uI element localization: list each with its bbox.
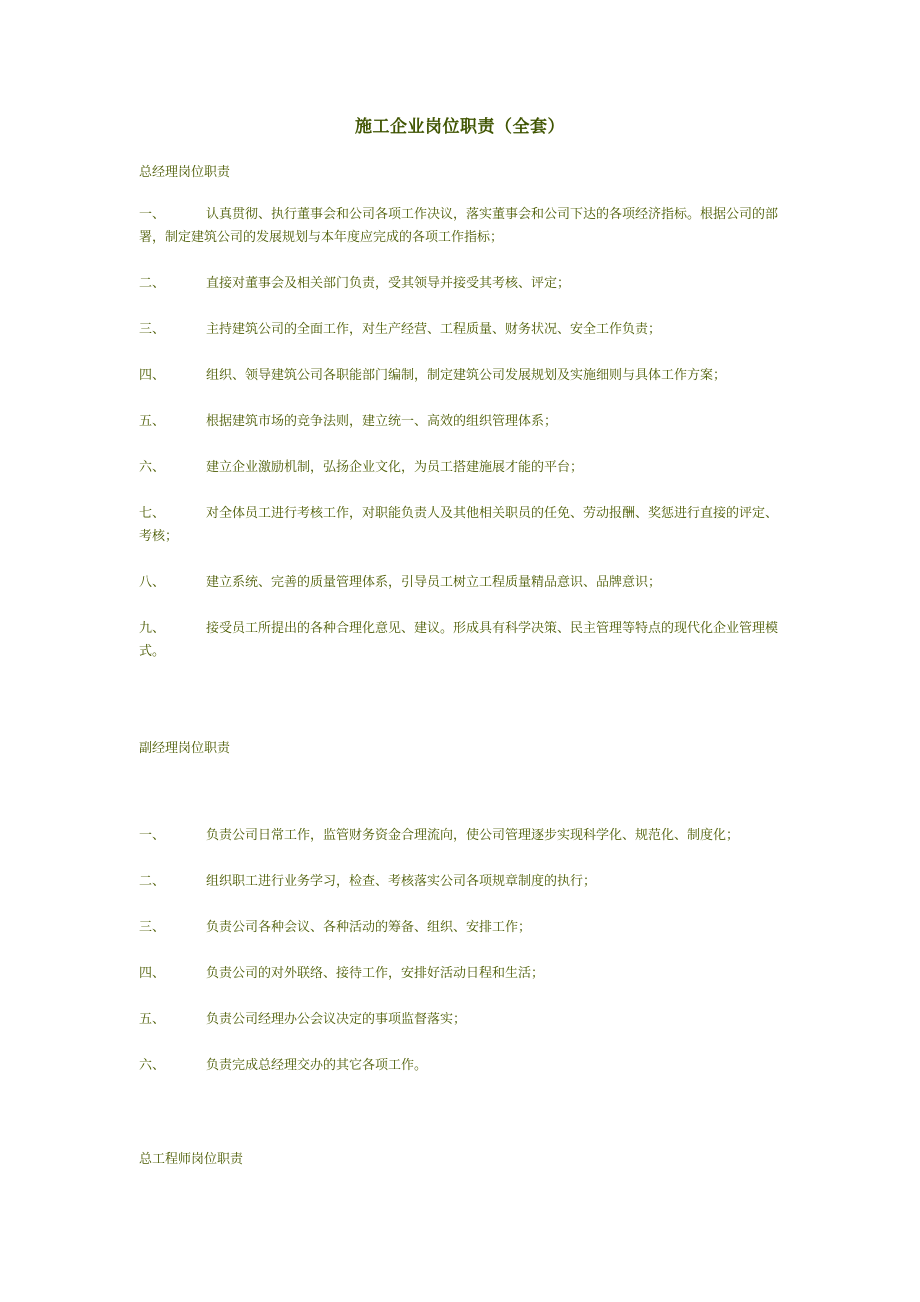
- item-number: 八、: [139, 575, 166, 590]
- item-text: 对全体员工进行考核工作，对职能负责人及其他相关职员的任免、劳动报酬、奖惩进行直接的评定、考核；: [139, 506, 779, 544]
- list-item: [139, 410, 781, 433]
- section-heading-deputy-manager: 副经理岗位职责: [139, 741, 231, 756]
- item-text: 负责公司日常工作，监管财务资金合理流向，使公司管理逐步实现科学化、规范化、制度化；: [206, 828, 740, 843]
- item-number: 一、: [139, 828, 166, 843]
- list-item: [139, 916, 781, 939]
- item-text: 负责公司经理办公会议决定的事项监督落实；: [206, 1012, 467, 1027]
- list-item: [139, 318, 781, 341]
- item-text: 负责公司各种会议、各种活动的筹备、组织、安排工作；: [206, 920, 532, 935]
- item-number: 五、: [139, 414, 166, 429]
- item-text: 直接对董事会及相关部门负责，受其领导并接受其考核、评定；: [206, 276, 571, 291]
- item-number: 一、: [139, 207, 166, 222]
- item-number: 四、: [139, 368, 166, 383]
- item-text: 接受员工所提出的各种合理化意见、建议。形成具有科学决策、民主管理等特点的现代化企业管理模式。: [139, 621, 779, 659]
- item-text: 负责公司的对外联络、接待工作，安排好活动日程和生活；: [206, 966, 545, 981]
- item-number: 七、: [139, 506, 166, 521]
- item-number: 五、: [139, 1012, 166, 1027]
- list-item: [139, 824, 781, 847]
- item-number: 九、: [139, 621, 166, 636]
- list-item: [139, 617, 781, 663]
- list-item: [139, 456, 781, 479]
- list-item: [139, 364, 781, 387]
- item-number: 三、: [139, 920, 166, 935]
- section-heading-chief-engineer: 总工程师岗位职责: [139, 1152, 244, 1167]
- list-item: [139, 962, 781, 985]
- list-item: [139, 571, 781, 594]
- list-item: [139, 870, 781, 893]
- item-text: 建立系统、完善的质量管理体系，引导员工树立工程质量精品意识、品牌意识；: [206, 575, 662, 590]
- list-item: [139, 1054, 781, 1077]
- item-number: 二、: [139, 276, 166, 291]
- document-title: 施工企业岗位职责（全套）: [355, 117, 565, 137]
- item-text: 主持建筑公司的全面工作，对生产经营、工程质量、财务状况、安全工作负责；: [206, 322, 662, 337]
- list-item: [139, 203, 781, 249]
- item-text: 组织、领导建筑公司各职能部门编制，制定建筑公司发展规划及实施细则与具体工作方案；: [206, 368, 727, 383]
- item-text: 组织职工进行业务学习，检查、考核落实公司各项规章制度的执行；: [206, 874, 597, 889]
- section-heading-general-manager: 总经理岗位职责: [139, 165, 231, 180]
- item-text: 根据建筑市场的竞争法则，建立统一、高效的组织管理体系；: [206, 414, 558, 429]
- item-number: 六、: [139, 460, 166, 475]
- item-number: 四、: [139, 966, 166, 981]
- list-item: [139, 502, 781, 548]
- list-item: [139, 1008, 781, 1031]
- item-text: 负责完成总经理交办的其它各项工作。: [206, 1058, 428, 1073]
- item-text: 认真贯彻、执行董事会和公司各项工作决议，落实董事会和公司下达的各项经济指标。根据公司的部署，制定建筑公司的发展规划与本年度应完成的各项工作指标；: [139, 207, 779, 245]
- list-item: [139, 272, 781, 295]
- item-number: 三、: [139, 322, 166, 337]
- item-text: 建立企业激励机制，弘扬企业文化，为员工搭建施展才能的平台；: [206, 460, 584, 475]
- item-number: 六、: [139, 1058, 166, 1073]
- item-number: 二、: [139, 874, 166, 889]
